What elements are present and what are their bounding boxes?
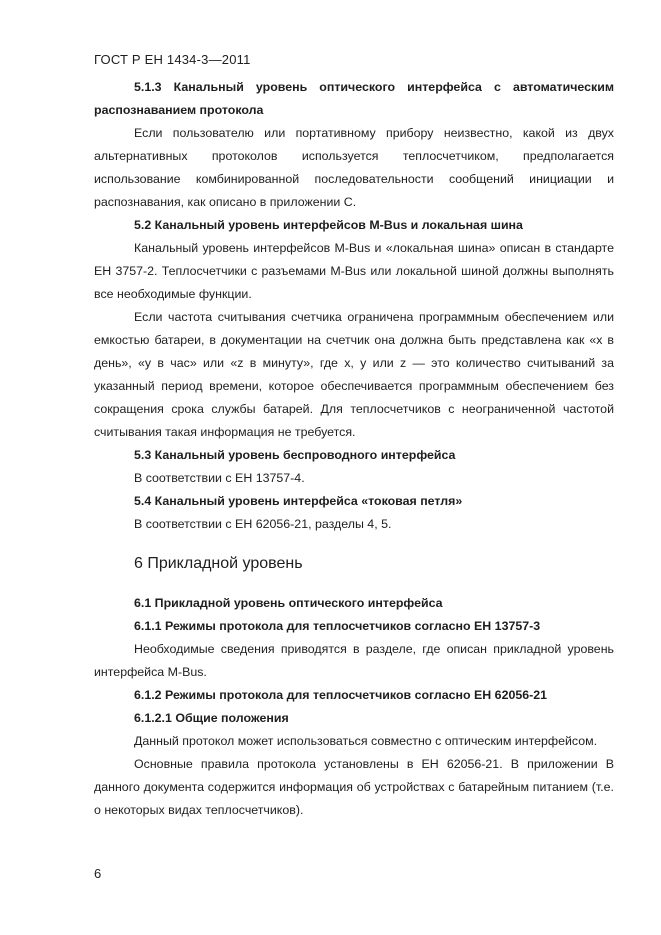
paragraph: Канальный уровень интерфейсов M-Bus и «локальная шина» описан в стандарте ЕН 3757-2. Теплосчетчики с разъемами M-Bus или локальной шиной должны выполнять все необходимые функции. (94, 241, 614, 301)
heading-5-2: 5.2 Канальный уровень интерфейсов M-Bus и локальная шина (134, 218, 523, 232)
heading-5-1-3: 5.1.3 Канальный уровень оптического интерфейса с автоматическим распознаванием протокола (94, 80, 614, 117)
paragraph: В соответствии с ЕН 13757-4. (134, 471, 305, 485)
paragraph: Основные правила протокола установлены в ЕН 62056-21. В приложении В данного документа содержится информация об устройствах с батарейным питанием (т.е. о некоторых видах теплосчетчиков). (94, 757, 614, 817)
paragraph: Необходимые сведения приводятся в разделе, где описан прикладной уровень интерфейса M-Bus. (94, 642, 614, 679)
paragraph: Данный протокол может использоваться совместно с оптическим интерфейсом. (134, 734, 598, 748)
paragraph: Если пользователю или портативному прибору неизвестно, какой из двух альтернативных протоколов используется теплосчетчиком, предполагается использование комбинированной последовательности сообщений инициации и распознавания, как описано в приложении С. (94, 126, 614, 209)
heading-6-1-2: 6.1.2 Режимы протокола для теплосчетчиков согласно ЕН 62056-21 (134, 688, 548, 702)
heading-6-1-2-1: 6.1.2.1 Общие положения (134, 711, 289, 725)
standard-header: ГОСТ Р ЕН 1434-3—2011 (94, 52, 251, 67)
paragraph: Если частота считывания счетчика ограничена программным обеспечением или емкостью батареи, в документации на счетчик она должна быть представлена как «х в день», «у в час» или «z в минуту», где х, у или z — это количество считываний за указанный период времени, которое обеспечивается программным обеспечением без сокращения срока службы батарей. Для теплосчетчиков с неограниченной частотой считывания такая информация не требуется. (94, 310, 614, 439)
heading-5-3: 5.3 Канальный уровень беспроводного интерфейса (134, 448, 456, 462)
page-number: 6 (94, 866, 102, 881)
paragraph: В соответствии с ЕН 62056-21, разделы 4, 5. (134, 517, 392, 531)
section-title-6: 6 Прикладной уровень (134, 555, 303, 572)
heading-5-4: 5.4 Канальный уровень интерфейса «токовая петля» (134, 494, 463, 508)
document-body (94, 76, 614, 822)
heading-6-1: 6.1 Прикладной уровень оптического интерфейса (134, 596, 443, 610)
heading-6-1-1: 6.1.1 Режимы протокола для теплосчетчиков согласно ЕН 13757-3 (134, 619, 541, 633)
